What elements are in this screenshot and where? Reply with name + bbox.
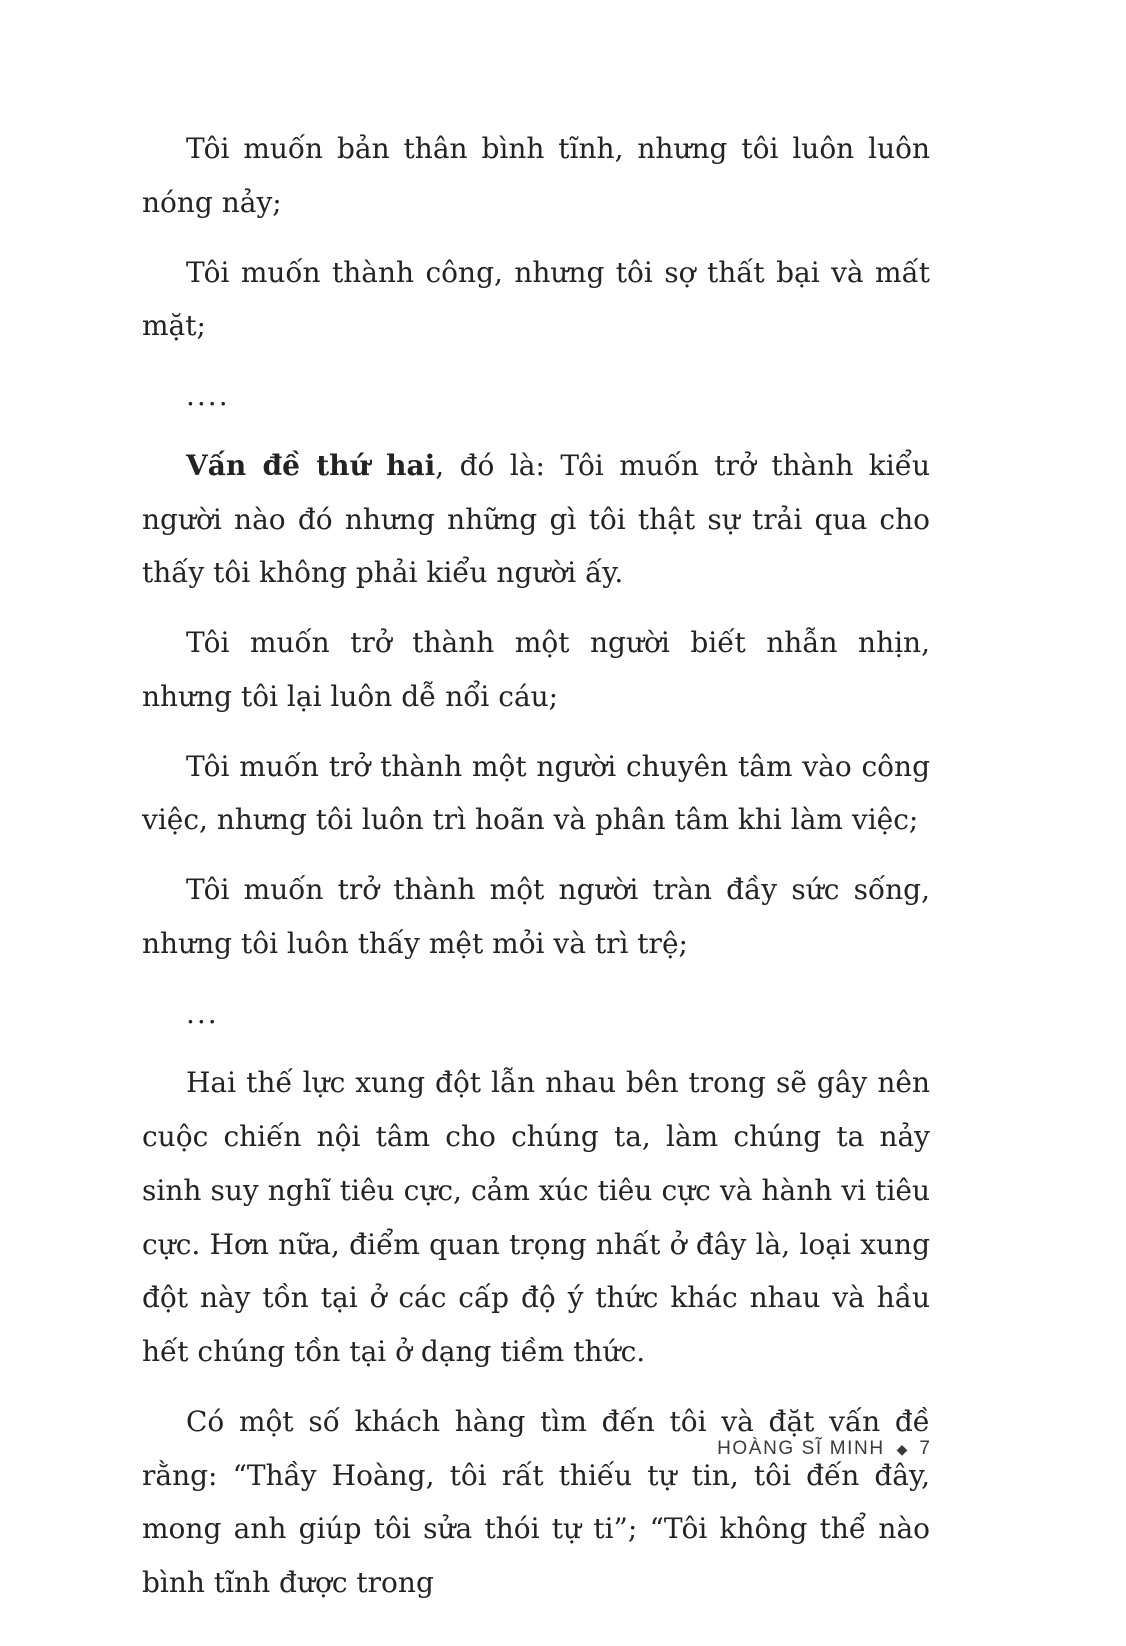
paragraph: Hai thế lực xung đột lẫn nhau bên trong sẽ gây nên cuộc chiến nội tâm cho chúng ta, làm chúng ta nảy sinh suy nghĩ tiêu cực, cảm xúc tiêu cực và hành vi tiêu cực. Hơn nữa, điểm quan trọng nhất ở đây là, loại xung đột này tồn tại ở các cấp độ ý thức khác nhau và hầu hết chúng tồn tại ở dạng tiềm thức.	[142, 1066, 930, 1368]
paragraph-rest: , đó là: Tôi muốn trở thành kiểu người nào đó nhưng những gì tôi thật sự trải qua cho thấy tôi không phải kiểu người ấy.	[142, 448, 930, 590]
paragraph-lead-bold: Vấn đề thứ hai	[186, 448, 436, 482]
paragraph	[142, 439, 930, 600]
page-footer	[717, 1438, 930, 1460]
paragraph: Tôi muốn thành công, nhưng tôi sợ thất bại và mất mặt;	[142, 255, 930, 343]
paragraph: Tôi muốn trở thành một người biết nhẫn nhịn, nhưng tôi lại luôn dễ nổi cáu;	[142, 626, 930, 713]
ellipsis-paragraph: ....	[186, 379, 230, 412]
ellipsis-paragraph: ...	[186, 996, 219, 1030]
paragraph: Tôi muốn trở thành một người chuyên tâm vào công việc, nhưng tôi luôn trì hoãn và phân tâm khi làm việc;	[142, 749, 930, 837]
page-body-text	[142, 122, 930, 1626]
paragraph: Tôi muốn bản thân bình tĩnh, nhưng tôi luôn luôn nóng nảy;	[142, 132, 930, 219]
diamond-icon: ◆	[896, 1440, 908, 1457]
paragraph: Có một số khách hàng tìm đến tôi và đặt vấn đề rằng: “Thầy Hoàng, tôi rất thiếu tự tin, tôi đến đây, mong anh giúp tôi sửa thói tự ti”; “Tôi không thể nào bình tĩnh được trong	[142, 1404, 930, 1599]
paragraph: Tôi muốn trở thành một người tràn đầy sức sống, nhưng tôi luôn thấy mệt mỏi và trì trệ;	[142, 873, 930, 960]
page-number: 7	[919, 1438, 930, 1459]
footer-author: HOÀNG SĨ MINH	[717, 1438, 885, 1459]
